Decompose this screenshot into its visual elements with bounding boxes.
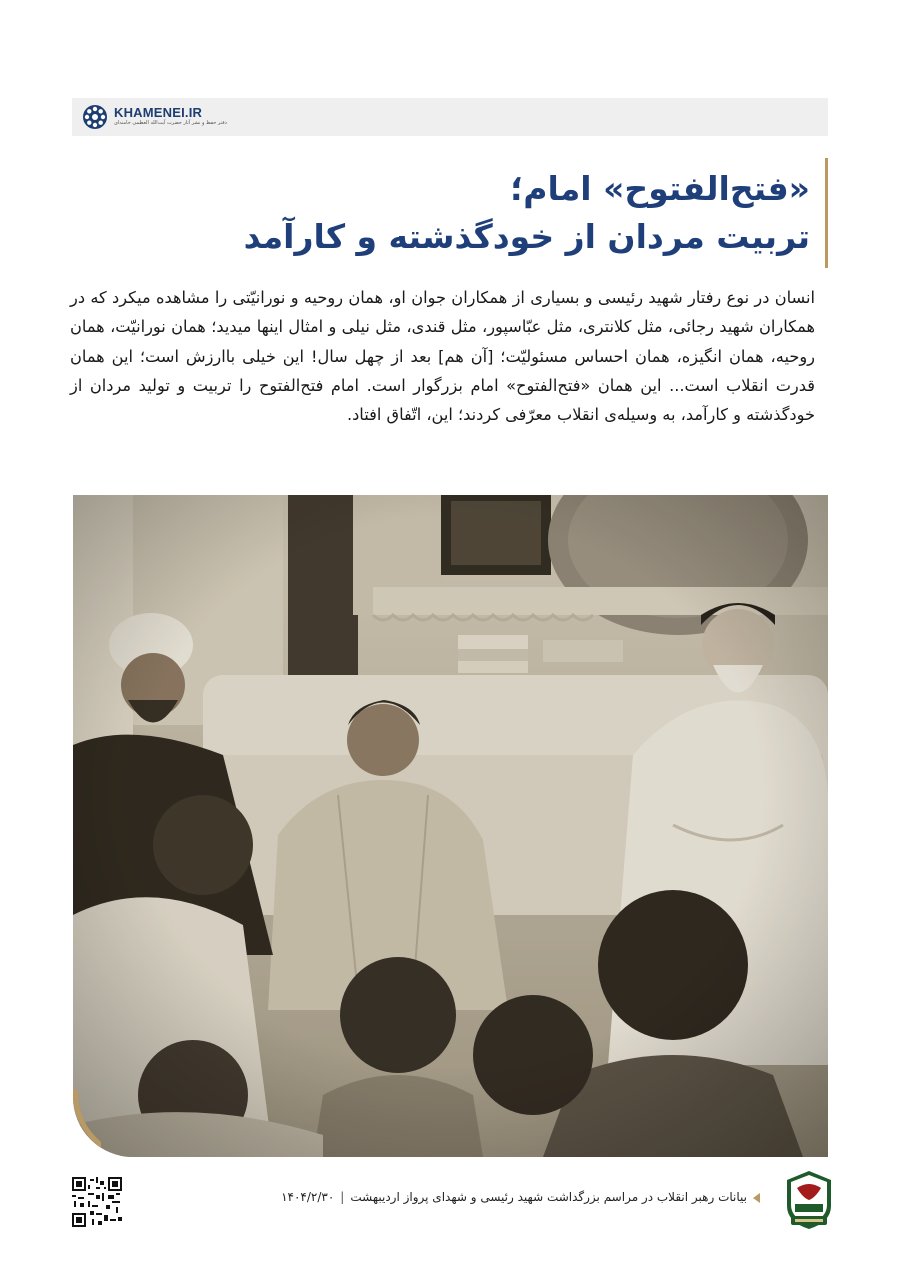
source-date: ۱۴۰۴/۲/۳۰ [281, 1190, 335, 1204]
qr-code-icon[interactable] [72, 1177, 122, 1227]
quote-paragraph: انسان در نوع رفتار شهید رئیسی و بسیاری از همکاران جوان او، همان روحیه و نورانیّتی را مشاهده میکرد که در همکاران شهید رجائی، مثل کلانتری، مثل عبّاسپور، مثل قندی، مثل نیلی و امثال اینها میدید؛ همان نورانیّت، همان روحیه، همان انگیزه، همان احساس مسئولیّت؛ [آن هم] بعد از چهل سال! این خیلی باارزش است؛ این همان قدرت انقلاب است... این همان «فتح‌الفتوح» امام بزرگوار است. امام فتح‌الفتوح را تربیت و تولید مردان از خودگذشته و کارآمد، به وسیله‌ی انقلاب معرّفی کردند؛ این، اتّفاق افتاد. [70, 288, 815, 425]
footer-caption [240, 1190, 760, 1204]
top-bar [72, 98, 828, 136]
page-title [110, 165, 810, 261]
logo-text: KHAMENEI.IR [114, 105, 203, 120]
triangle-marker-icon [753, 1193, 760, 1203]
historical-photo [73, 495, 828, 1157]
accent-bar [825, 158, 828, 268]
source-caption: بیانات رهبر انقلاب در مراسم بزرگداشت شهید رئیسی و شهدای پرواز اردیبهشت [350, 1190, 747, 1204]
khamenei-logo-icon [82, 104, 108, 130]
title-line-2: تربیت مردان از خودگذشته و کارآمد [243, 217, 810, 256]
logo-subtitle: دفتر حفظ و نشر آثار حضرت آیت‌الله العظمی خامنه‌ای [114, 120, 227, 126]
footer-separator: | [340, 1190, 345, 1204]
site-logo[interactable] [82, 104, 282, 130]
martyrs-emblem-icon [785, 1170, 833, 1230]
title-line-1: «فتح‌الفتوح» امام؛ [510, 169, 810, 208]
